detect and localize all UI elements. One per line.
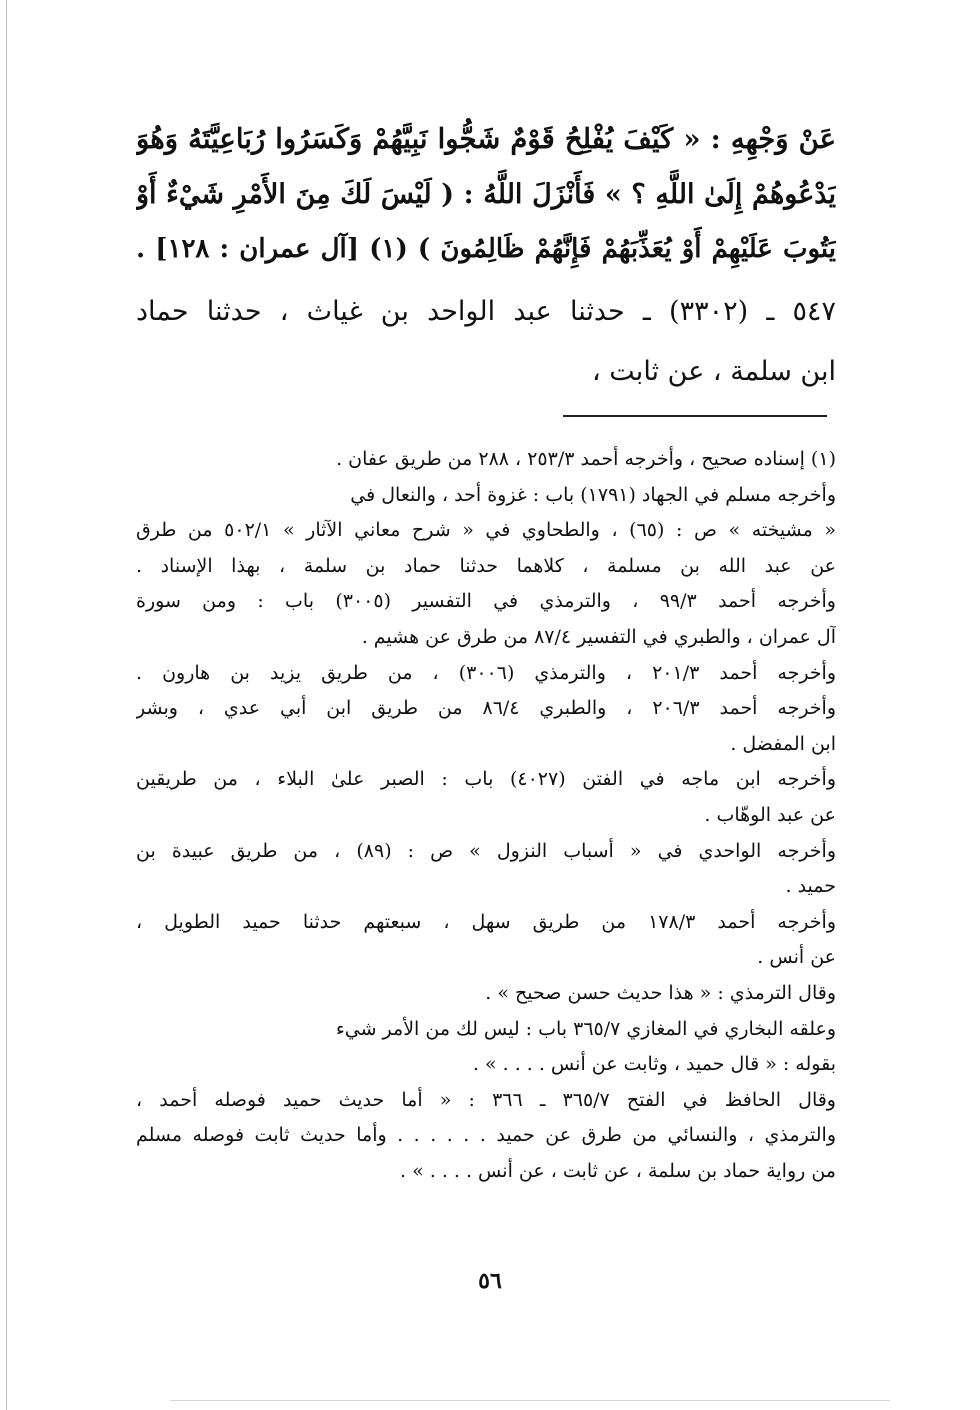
footnote-line: عن عبد الله بن مسلمة ، كلاهما حدثنا حماد بن سلمة ، بهذا الإسناد .	[136, 554, 836, 577]
footnote-line: وأخرجه أحمد ٢٠١/٣ ، والترمذي (٣٠٠٦) ، من طريق يزيد بن هارون .	[136, 661, 836, 684]
footnote-line: بقوله : « قال حميد ، وثابت عن أنس . . . . » .	[472, 1053, 836, 1076]
quran-verse-block	[136, 112, 836, 277]
footnote-line: وأخرجه أحمد ٢٠٦/٣ ، والطبري ٨٦/٤ من طريق ابن أبي عدي ، وبشر	[136, 697, 836, 720]
footnote-line: وأخرجه أحمد ٩٩/٣ ، والترمذي في التفسير (٣٠٠٥) باب : ومن سورة	[136, 590, 836, 613]
footnote-line: والترمذي ، والنسائي من طرق عن حميد . . . . . . وأما حديث ثابت فوصله مسلم	[136, 1124, 836, 1147]
footnote-separator	[563, 415, 827, 417]
footnote-line: (١) إسناده صحيح ، وأخرجه أحمد ٢٥٣/٣ ، ٢٨٨ من طريق عفان .	[336, 448, 836, 470]
footnote-line: وقال الترمذي : « هذا حديث حسن صحيح » .	[485, 981, 836, 1004]
hadith-block	[136, 282, 836, 402]
verse-line: عَنْ وَجْهِهِ : « كَيْفَ يُفْلِحُ قَوْمٌ شَجُّوا نَبِيَّهُمْ وَكَسَرُوا رُبَاعِيَّتَهُ وَهُوَ	[136, 123, 836, 155]
footnote-line: حميد .	[785, 875, 836, 898]
footnote-line: وعلقه البخاري في المغازي ٣٦٥/٧ باب : ليس لك من الأمر شيء	[335, 1017, 836, 1040]
footnote-line: وأخرجه مسلم في الجهاد (١٧٩١) باب : غزوة أحد ، والنعال في	[350, 483, 836, 506]
footnote-line: من رواية حماد بن سلمة ، عن ثابت ، عن أنس . . . . » .	[400, 1159, 836, 1182]
footnote-line: وأخرجه الواحدي في « أسباب النزول » ص : (٨٩) ، من طريق عبيدة بن	[136, 839, 836, 862]
verse-line: يَدْعُوهُمْ إِلَىٰ اللَّهِ ؟ » فَأَنْزَلَ اللَّهُ : ( لَيْسَ لَكَ مِنَ الأَمْرِ شَيْءٌ أَوْ	[136, 179, 836, 210]
verse-line: يَتُوبَ عَلَيْهِمْ أَوْ يُعَذِّبَهُمْ فَإِنَّهُمْ ظَالِمُونَ ) (١) [آل عمران : ١٢٨] .	[136, 234, 836, 264]
hadith-line: ٥٤٧ ـ (٣٣٠٢) ـ حدثنا عبد الواحد بن غياث ، حدثنا حماد	[136, 296, 836, 327]
footnote-line: عن أنس .	[757, 946, 836, 969]
footnote-line: « مشيخته » ص : (٦٥) ، والطحاوي في « شرح معاني الآثار » ٥٠٢/١ من طرق	[136, 519, 836, 542]
footnote-line: ابن المفضل .	[730, 732, 836, 755]
footnote-line: عن عبد الوهّاب .	[704, 803, 836, 826]
scan-artifact-line	[170, 1400, 890, 1401]
footnote-line: وأخرجه أحمد ١٧٨/٣ من طريق سهل ، سبعتهم حدثنا حميد الطويل ،	[136, 910, 836, 933]
page-number: ٥٦	[478, 1268, 502, 1294]
footnote-line: وقال الحافظ في الفتح ٣٦٥/٧ ـ ٣٦٦ : « أما حديث حميد فوصله أحمد ،	[136, 1088, 836, 1111]
footnotes-block	[136, 442, 836, 1189]
footnote-line: آل عمران ، والطبري في التفسير ٨٧/٤ من طرق عن هشيم .	[361, 625, 836, 648]
hadith-line: ابن سلمة ، عن ثابت ،	[592, 356, 836, 387]
page-edge-line	[6, 0, 7, 1410]
footnote-line: وأخرجه ابن ماجه في الفتن (٤٠٢٧) باب : الصبر علىٰ البلاء ، من طريقين	[136, 768, 836, 791]
